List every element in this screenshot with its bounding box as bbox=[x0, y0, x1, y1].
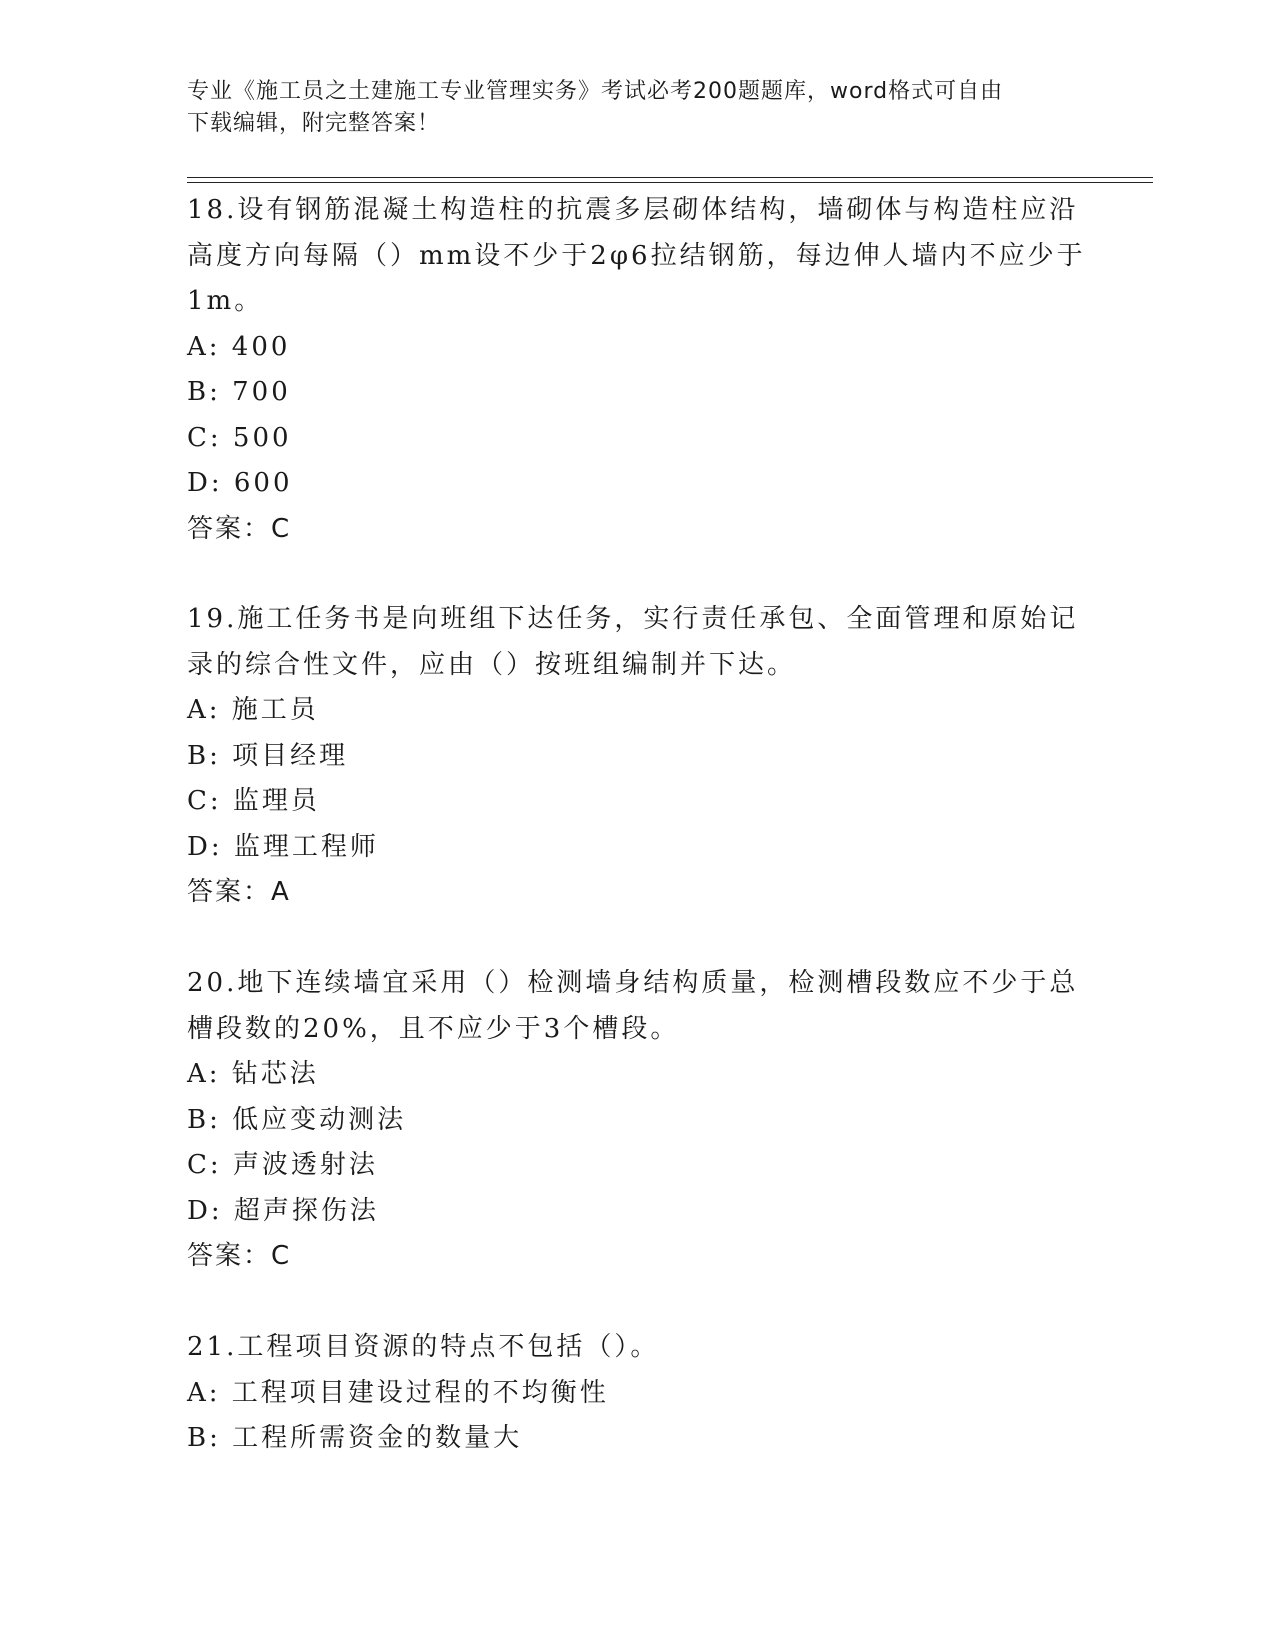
question-18 bbox=[187, 188, 1087, 552]
question-stem-line: 高度方向每隔（）mm设不少于2φ6拉结钢筋，每边伸人墙内不应少于 bbox=[187, 240, 1086, 271]
document-header bbox=[187, 76, 1067, 140]
question-stem-line: 槽段数的20%，且不应少于3个槽段。 bbox=[187, 1013, 680, 1044]
option-b: B: 项目经理 bbox=[187, 740, 349, 771]
question-stem-line: 21.工程项目资源的特点不包括（）。 bbox=[187, 1332, 660, 1362]
question-20 bbox=[187, 961, 1087, 1280]
option-c: C: 监理员 bbox=[187, 786, 320, 816]
option-a: A: 400 bbox=[187, 331, 291, 362]
option-d: D: 超声探伤法 bbox=[187, 1195, 379, 1226]
question-21 bbox=[187, 1325, 1087, 1462]
header-divider-top bbox=[187, 177, 1153, 178]
option-a: A: 钻芯法 bbox=[187, 1059, 319, 1089]
option-b: B: 低应变动测法 bbox=[187, 1104, 407, 1135]
question-stem-line: 1m。 bbox=[187, 286, 264, 316]
option-b: B: 700 bbox=[187, 377, 291, 407]
question-19 bbox=[187, 597, 1087, 916]
option-b: B: 工程所需资金的数量大 bbox=[187, 1423, 523, 1453]
option-a: A: 工程项目建设过程的不均衡性 bbox=[187, 1377, 609, 1408]
question-stem-line: 20.地下连续墙宜采用（）检测墙身结构质量，检测槽段数应不少于总 bbox=[187, 968, 1079, 998]
option-d: D: 600 bbox=[187, 468, 293, 498]
question-stem-line: 19.施工任务书是向班组下达任务，实行责任承包、全面管理和原始记 bbox=[187, 604, 1079, 634]
option-c: C: 声波透射法 bbox=[187, 1150, 378, 1180]
header-line-2: 下载编辑，附完整答案！ bbox=[187, 111, 441, 136]
question-stem-line: 录的综合性文件，应由（）按班组编制并下达。 bbox=[187, 649, 797, 680]
option-a: A: 施工员 bbox=[187, 695, 319, 725]
answer-line: 答案：C bbox=[187, 1241, 292, 1271]
option-c: C: 500 bbox=[187, 422, 292, 453]
header-divider-bottom bbox=[187, 182, 1153, 183]
header-line-1: 专业《施工员之土建施工专业管理实务》考试必考200题题库，word格式可自由 bbox=[187, 79, 1004, 104]
question-stem-line: 18.设有钢筋混凝土构造柱的抗震多层砌体结构，墙砌体与构造柱应沿 bbox=[187, 195, 1079, 225]
option-d: D: 监理工程师 bbox=[187, 831, 379, 862]
answer-line: 答案：C bbox=[187, 513, 292, 544]
answer-line: 答案：A bbox=[187, 877, 291, 907]
